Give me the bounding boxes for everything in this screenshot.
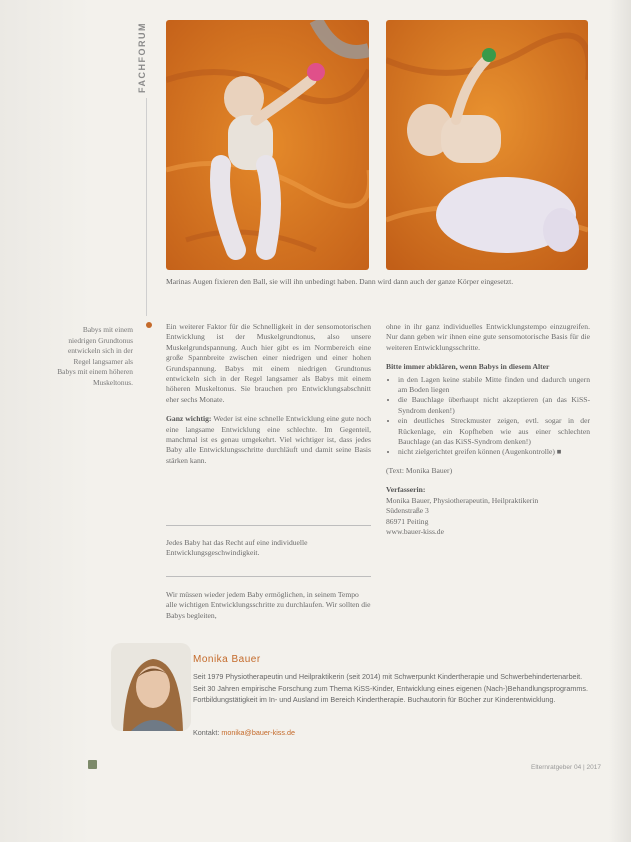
left-paragraph-2-text: Weder ist eine schnelle Entwicklung eine gute noch eine langsame Entwicklung eine schlechte. Im Gegenteil, manchmal ist es genau umgekehrt. Viel wichtiger ist, dass jedes Baby alle Entwicklungsschritte durchläuft und damit seine Basis stärken kann.	[166, 414, 371, 465]
authors-heading	[386, 485, 590, 495]
page-footer: Elternratgeber 04 | 2017	[531, 764, 601, 771]
list-item: • in den Lagen keine stabile Mitte finden und dadurch ungern am Boden liegen	[398, 375, 590, 396]
author-name: Monika Bauer	[193, 654, 261, 665]
list-item: • ein deutliches Streckmuster zeigen, evtl. sogar in der Rückenlage, ein Kopfheben wie aus einer schlechten Bauchlage (an das KiSS-Syndrom denken!)	[398, 416, 590, 447]
author-bio: Seit 1979 Physiotherapeutin und Heilpraktikerin (seit 2014) mit Schwerpunkt Kindertherapie und Schwerbehindertenarbeit. Seit 30 Jahren empirische Forschung zum Thema KiSS-Kinder, Entwicklung eines eigenen (Nach-)Behandlungsprogramms. Fortbildungstätigkeit im In- und Ausland im Bereich Kindertherapie. Buchautorin für Bücher zur Kinderentwicklung.	[193, 672, 588, 704]
author-contact	[193, 728, 295, 737]
list-item: • nicht zielgerichtet greifen können (Augenkontrolle) ■	[398, 447, 590, 457]
page-number-icon	[88, 760, 97, 769]
page-gutter	[0, 0, 90, 842]
left-paragraph-2	[166, 414, 371, 466]
tips-heading-text: Bitte immer abklären, wenn Babys in diesem Alter	[386, 362, 550, 372]
author-credit: (Text: Monika Bauer)	[386, 465, 453, 475]
right-paragraph-1: ohne in ihr ganz individuelles Entwicklungstempo einzugreifen. Nur dann geben wir ihnen eine gute sensomotorische Basis für die weiteren Entwicklungsschritte.	[386, 322, 590, 352]
tips-list	[386, 375, 590, 458]
pull-quote: Babys mit einem niedrigen Grundtonus entwickeln sich in der Regel langsamer als Babys mit einem höheren Muskeltonus.	[57, 325, 133, 387]
right-column	[386, 322, 590, 537]
authors-city: 86971 Peiting	[386, 516, 429, 526]
contact-label: Kontakt:	[193, 728, 220, 737]
photo-caption: Marinas Augen fixieren den Ball, sie will ihn unbedingt haben. Dann wird dann auch der ganze Körper eingesetzt.	[166, 277, 514, 286]
authors-website[interactable]: www.bauer-kiss.de	[386, 526, 444, 536]
quote-continuation: Wir müssen wieder jedem Baby ermöglichen, in seinem Tempo alle wichtigen Entwicklungsschritte zu durchlaufen. Wir sollten die Babys begleiten,	[166, 590, 371, 620]
quote-rights: Jedes Baby hat das Recht auf eine individuelle Entwicklungsgeschwindigkeit.	[166, 538, 308, 558]
contact-email[interactable]: monika@bauer-kiss.de	[221, 728, 295, 737]
authors-heading-text: Verfasserin:	[386, 485, 426, 495]
list-item: • die Bauchlage überhaupt nicht akzeptieren (an das KiSS-Syndrom denken!)	[398, 395, 590, 416]
emphasis-lead: Ganz wichtig:	[166, 414, 212, 424]
section-label: FACHFORUM	[137, 22, 147, 93]
section-divider	[146, 98, 147, 316]
column-marker	[146, 322, 152, 328]
author-box	[105, 640, 600, 750]
authors-name: Monika Bauer, Physiotherapeutin, Heilpraktikerin	[386, 495, 539, 505]
tips-heading	[386, 362, 590, 372]
photo-baby-on-back	[166, 20, 369, 270]
photo-baby-on-side	[386, 20, 588, 270]
author-photo	[111, 643, 191, 731]
authors-street: Südenstraße 3	[386, 506, 429, 516]
left-paragraph-1: Ein weiterer Faktor für die Schnelligkeit in der sensomotorischen Entwicklung ist der Muskelgrundtonus, also unsere Muskelgrundspannung. Auch hier gibt es im Normbereich eine große Spannbreite zwischen einer niedrigen und einer hohen Grundspannung. Babys mit einem niedrigen Grundtonus entwickeln sich in der Regel langsamer als Babys mit einem höheren Muskeltonus. Sie brauchen pro Entwicklungsabschnitt eher sechs Monate.	[166, 322, 371, 404]
quote-divider-bottom	[166, 576, 371, 577]
page-edge	[609, 0, 631, 842]
left-column	[166, 322, 371, 475]
quote-divider-top	[166, 525, 371, 526]
